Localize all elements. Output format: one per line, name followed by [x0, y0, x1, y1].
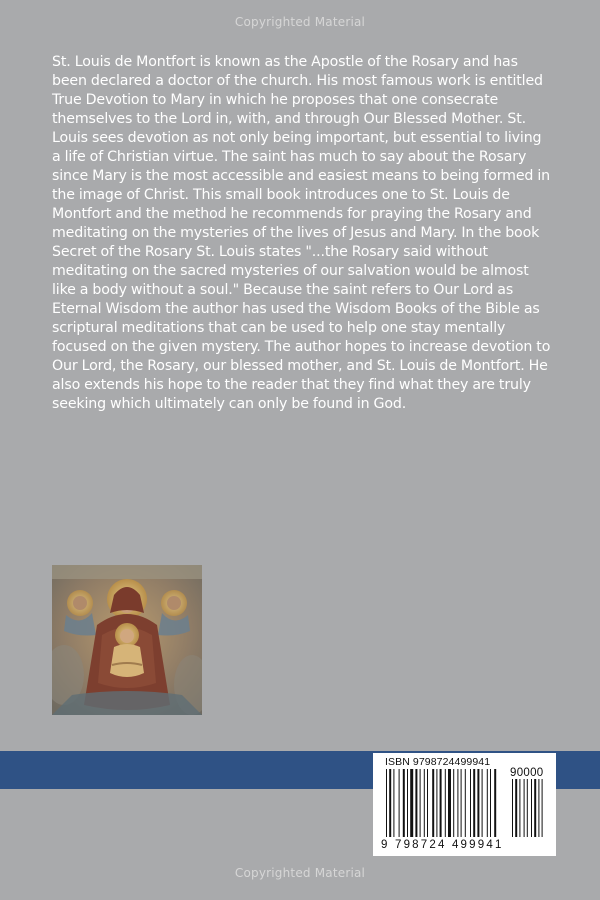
madonna-icon-image: [52, 565, 202, 715]
barcode-bar: [424, 769, 425, 837]
addon-bar: [519, 779, 520, 837]
addon-bar: [527, 779, 528, 837]
barcode-bar: [487, 769, 488, 837]
addon-bar: [515, 779, 517, 837]
barcode-bar: [420, 769, 421, 837]
barcode-bar: [494, 769, 496, 837]
barcode-bar: [399, 769, 400, 837]
barcode-box: [373, 753, 556, 856]
barcode-bar: [415, 769, 417, 837]
addon-bar: [542, 779, 543, 837]
barcode-bar: [448, 769, 451, 837]
back-cover-blurb: St. Louis de Montfort is known as the Apostle of the Rosary and has been declared a doctor of the church. His most famous work is entitled True Devotion to Mary in which he proposes that one consecrate themselves to the Lord in, with, and through Our Blessed Mother. St. Louis sees devotion as not only being important, but essential to living a life of Christian virtue. The saint has much to say about the Rosary since Mary is the most accessible and easiest means to being formed in the image of Christ. This small book introduces one to St. Louis de Montfort and the method he recommends for praying the Rosary and meditating on the mysteries of the lives of Jesus and Mary. In the book Secret of the Rosary St. Louis states "...the Rosary said without meditating on the sacred mysteries of our salvation would be almost like a body without a soul." Because the saint refers to Our Lord as Eternal Wisdom the author has used the Wisdom Books of the Bible as scriptural meditations that can be used to help one stay mentally focused on the given mystery. The author hopes to increase devotion to Our Lord, the Rosary, our blessed mother, and St. Louis de Montfort. He also extends his hope to the reader that they find what they are truly seeking which ultimately can only be found in God.: [52, 54, 551, 412]
barcode-bar: [477, 769, 479, 837]
barcode-bar: [457, 769, 458, 837]
isbn-label: ISBN 9798724499941: [385, 756, 491, 768]
barcode-digits: 9 798724 499941: [381, 839, 504, 851]
watermark-bottom: Copyrighted Material: [234, 866, 366, 880]
barcode-bar: [461, 769, 462, 837]
barcode-bar: [432, 769, 434, 837]
barcode-bar: [410, 769, 413, 837]
barcode-bar: [393, 769, 394, 837]
watermark-top: Copyrighted Material: [234, 15, 366, 29]
barcode-bar: [482, 769, 483, 837]
barcode-bar: [490, 769, 491, 837]
addon-bar: [531, 779, 532, 837]
barcode-bar: [407, 769, 408, 837]
barcode-bars: [386, 769, 546, 839]
barcode-bar: [465, 769, 466, 837]
barcode-bar: [389, 769, 391, 837]
barcode-bar: [473, 769, 475, 837]
addon-bar: [512, 779, 513, 837]
addon-bar: [534, 779, 536, 837]
barcode-bar: [470, 769, 471, 837]
barcode-bar: [440, 769, 442, 837]
addon-bar: [538, 779, 539, 837]
barcode-bar: [453, 769, 454, 837]
barcode-bar: [403, 769, 405, 837]
barcode-bar: [445, 769, 446, 837]
barcode-bar: [436, 769, 437, 837]
barcode-bar: [427, 769, 428, 837]
barcode-bar: [386, 769, 387, 837]
addon-bar: [524, 779, 525, 837]
price-code: 90000: [510, 767, 544, 779]
